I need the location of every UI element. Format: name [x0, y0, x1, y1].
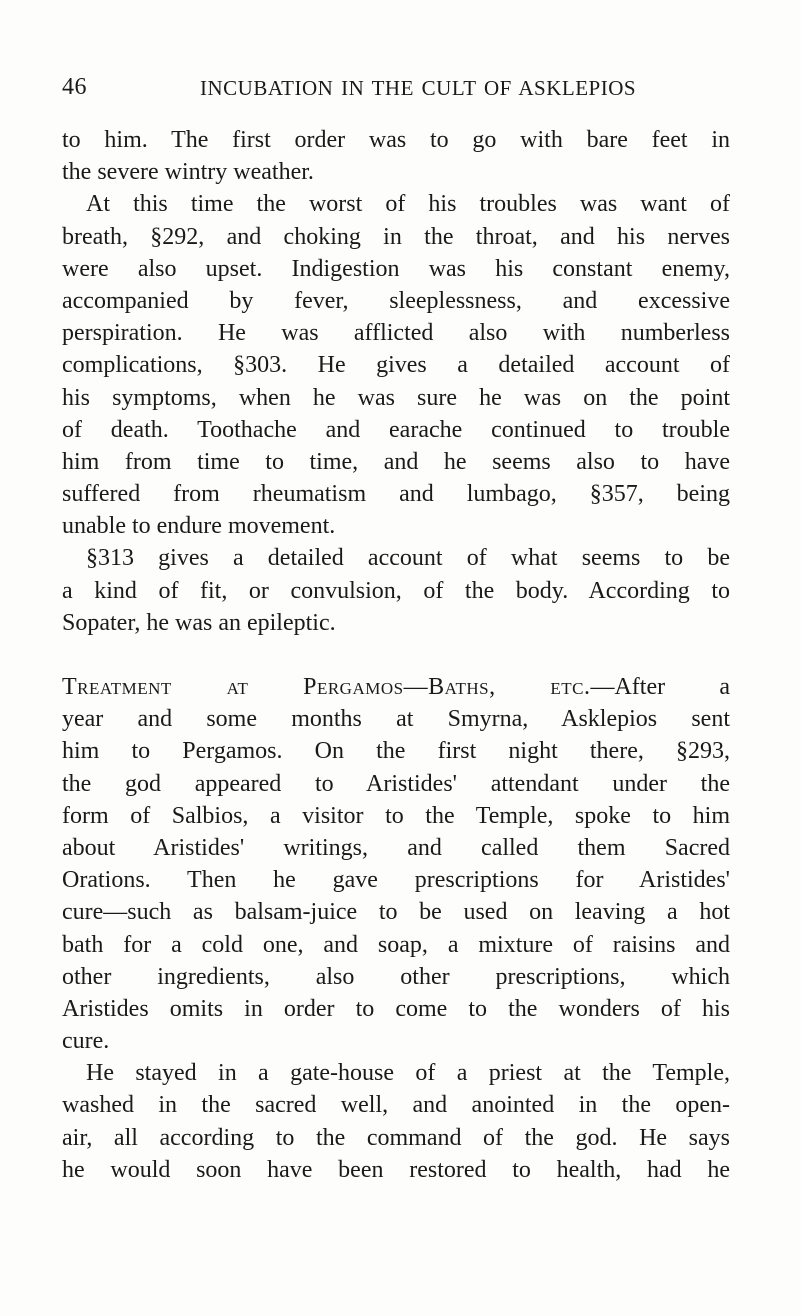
text-line: washed in the sacred well, and anointed in the open- — [62, 1092, 730, 1119]
text-line: Aristides omits in order to come to the wonders of his — [62, 995, 730, 1022]
text-line: a kind of fit, or convulsion, of the body. According to — [62, 577, 730, 604]
section-heading: Treatment at Pergamos—Baths, etc. — [62, 674, 591, 700]
text-line: him to Pergamos. On the first night there, §293, — [62, 738, 730, 765]
text-line: Orations. Then he gave prescriptions for Aristides' — [62, 867, 730, 894]
text-line: form of Salbios, a visitor to the Temple, spoke to him — [62, 802, 730, 829]
text-line: At this time the worst of his troubles was want of — [86, 191, 730, 218]
body-text — [62, 124, 730, 1186]
text-line: He stayed in a gate-house of a priest at the Temple, — [86, 1060, 730, 1087]
text-line: cure. — [62, 1028, 110, 1055]
text-line: accompanied by fever, sleeplessness, and excessive — [62, 287, 730, 314]
text-line: complications, §303. He gives a detailed account of — [62, 352, 730, 379]
paragraph-1 — [62, 124, 730, 188]
text-line: air, all according to the command of the god. He says — [62, 1124, 730, 1151]
text-line: breath, §292, and choking in the throat, and his nerves — [62, 223, 730, 250]
running-head — [60, 74, 750, 104]
heading-continuation: —After a — [590, 674, 730, 700]
text-line: cure—such as balsam-juice to be used on leaving a hot — [62, 899, 730, 926]
paragraph-gap — [62, 639, 730, 671]
text-line: to him. The first order was to go with bare feet in — [62, 127, 730, 153]
text-line: the god appeared to Aristides' attendant under the — [62, 770, 730, 797]
text-line: perspiration. He was afflicted also with numberless — [62, 320, 730, 347]
text-line: bath for a cold one, and soap, a mixture of raisins and — [62, 931, 730, 958]
text-line: unable to endure movement. — [62, 513, 336, 540]
paragraph-5 — [62, 1057, 730, 1186]
text-line: of death. Toothache and earache continued to trouble — [62, 416, 730, 443]
text-line: other ingredients, also other prescriptions, which — [62, 963, 730, 990]
paragraph-4 — [62, 671, 730, 1057]
paragraph-3 — [62, 542, 730, 639]
text-line: his symptoms, when he was sure he was on the point — [62, 384, 730, 411]
text-line: he would soon have been restored to health, had he — [62, 1156, 730, 1183]
paragraph-2 — [62, 188, 730, 542]
text-line: suffered from rheumatism and lumbago, §357, being — [62, 481, 730, 508]
text-line: the severe wintry weather. — [62, 159, 314, 186]
running-title: INCUBATION IN THE CULT OF ASKLEPIOS — [200, 76, 637, 100]
text-line: about Aristides' writings, and called them Sacred — [62, 834, 730, 861]
text-line: him from time to time, and he seems also to have — [62, 448, 730, 475]
text-line: year and some months at Smyrna, Asklepios sent — [62, 706, 730, 733]
page-number: 46 — [62, 74, 87, 100]
text-line: were also upset. Indigestion was his constant enemy, — [62, 255, 730, 282]
text-line: §313 gives a detailed account of what seems to be — [86, 545, 730, 572]
text-line: Sopater, he was an epileptic. — [62, 609, 336, 636]
text-line — [62, 671, 730, 703]
